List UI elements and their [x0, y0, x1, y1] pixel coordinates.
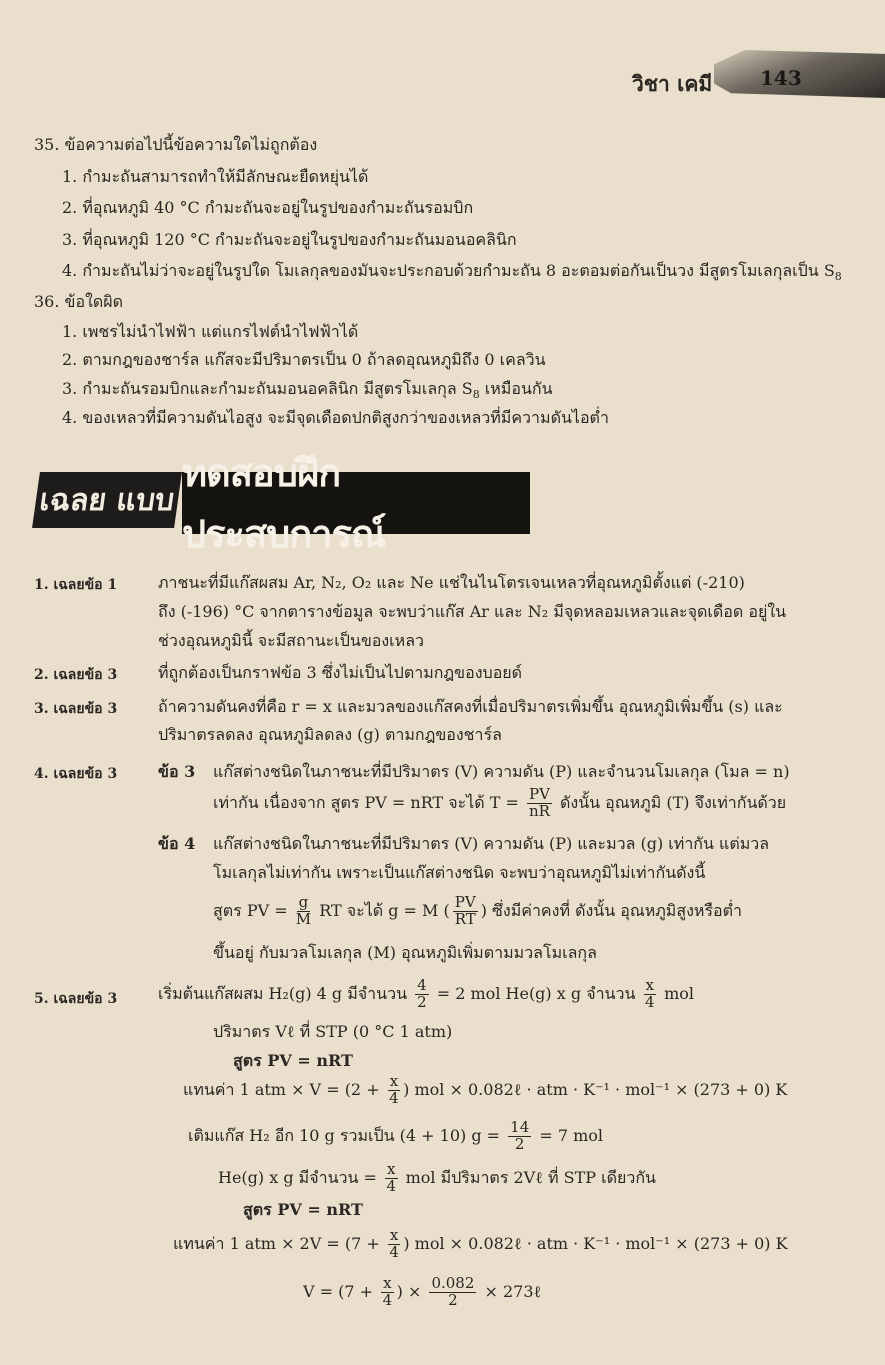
- option-36-3-tail: เหมือนกัน: [479, 379, 553, 398]
- question-stem: ข้อใดผิด: [64, 292, 124, 311]
- option-36-4: 4. ของเหลวที่มีความดันไอสูง จะมีจุดเดือดปกติสูงกว่าของเหลวที่มีความดันไอต่ำ: [62, 408, 609, 427]
- answer-5-formula-2: สูตร PV = nRT: [243, 1200, 363, 1219]
- answer-label-4: 4. เฉลยข้อ 3: [34, 766, 118, 782]
- answer-4-choice-4-line-2: โมเลกุลไม่เท่ากัน เพราะเป็นแก๊สต่างชนิด จะพบว่าอุณหภูมิไม่เท่ากันดังนี้: [213, 863, 706, 882]
- page-number: 143: [760, 66, 802, 90]
- subscript: 8: [472, 388, 480, 401]
- option-35-4: [62, 259, 842, 284]
- answer-5-line-9: V = (7 + $\frac{x}{4}$ ) × $\frac{0.082}{2}$ × 273ℓ: [303, 1274, 542, 1309]
- answer-label-2: 2. เฉลยข้อ 3: [34, 667, 118, 683]
- answer-4-choice-4-line-4: ขึ้นอยู่ กับมวลโมเลกุล (M) อุณหภูมิเพิ่มตามมวลโมเลกุล: [213, 943, 597, 962]
- answer-1-line-2: ถึง (-196) °C จากตารางข้อมูล จะพบว่าแก๊ส Ar และ N₂ มีจุดหลอมเหลวและจุดเดือด อยู่ใน: [158, 602, 787, 621]
- option-36-2: 2. ตามกฎของชาร์ล แก๊สจะมีปริมาตรเป็น 0 ถ้าลดอุณหภูมิถึง 0 เคลวิน: [62, 350, 546, 369]
- answer-4-choice-3: ข้อ 3: [158, 762, 196, 781]
- answer-5-line-4: แทนค่า 1 atm × V = (2 + $\frac{x}{4}$ ) mol × 0.082ℓ · atm · K⁻¹ · mol⁻¹ × (273 + 0) K: [183, 1072, 788, 1107]
- option-36-3-text: 3. กำมะถันรอมบิกและกำมะถันมอนอคลินิก มีสูตรโมเลกุล S: [62, 379, 473, 398]
- option-35-1: 1. กำมะถันสามารถทำให้มีลักษณะยืดหยุ่นได้: [62, 167, 369, 186]
- answer-5-line-6: He(g) x g มีจำนวน = $\frac{x}{4}$ mol มีปริมาตร 2Vℓ ที่ STP เดียวกัน: [218, 1160, 656, 1195]
- question-36: [34, 290, 123, 315]
- answer-5-line-1: เริ่มต้นแก๊สผสม H₂(g) 4 g มีจำนวน $\frac{4}{2}$ = 2 mol He(g) x g จำนวน $\frac{x}{4}$ mol: [158, 976, 694, 1011]
- option-35-3: 3. ที่อุณหภูมิ 120 °C กำมะถันจะอยู่ในรูปของกำมะถันมอนอคลินิก: [62, 230, 517, 249]
- answer-5-line-5: เติมแก๊ส H₂ อีก 10 g รวมเป็น (4 + 10) g = $\frac{14}{2}$ = 7 mol: [188, 1118, 604, 1153]
- answer-3-line-1: ถ้าความดันคงที่คือ r = x และมวลของแก๊สคงที่เมื่อปริมาตรเพิ่มขึ้น อุณหภูมิเพิ่มขึ้น (s) และ: [158, 697, 783, 716]
- option-35-4-text: 4. กำมะถันไม่ว่าจะอยู่ในรูปใด โมเลกุลของมันจะประกอบด้วยกำมะถัน 8 อะตอมต่อกันเป็นวง มีสูตรโมเลกุลเป็น S: [62, 261, 835, 280]
- answer-5-line-2: ปริมาตร Vℓ ที่ STP (0 °C 1 atm): [213, 1022, 453, 1041]
- answer-key-banner-right: ทดสอบฝึกประสบการณ์: [182, 472, 530, 534]
- question-number: 36.: [34, 292, 60, 311]
- answer-4-choice-4: ข้อ 4: [158, 834, 196, 853]
- answer-1-line-3: ช่วงอุณหภูมินี้ จะมีสถานะเป็นของเหลว: [158, 631, 424, 650]
- answer-4-choice-3-line-2: เท่ากัน เนื่องจาก สูตร PV = nRT จะได้ T = $\frac{PV}{nR}$ ดังนั้น อุณหภูมิ (T) จึงเท่ากันด้วย: [213, 785, 787, 820]
- answer-label-1: 1. เฉลยข้อ 1: [34, 577, 118, 593]
- answer-label-5: 5. เฉลยข้อ 3: [34, 991, 118, 1007]
- subscript: 8: [834, 270, 842, 283]
- answer-key-banner-left: เฉลย แบบ: [32, 472, 182, 528]
- answer-4-choice-4-line-1: แก๊สต่างชนิดในภาชนะที่มีปริมาตร (V) ความดัน (P) และมวล (g) เท่ากัน แต่มวล: [213, 834, 770, 853]
- question-number: 35.: [34, 135, 60, 154]
- option-36-3: [62, 377, 553, 402]
- answer-4-choice-4-line-3: สูตร PV = $\frac{g}{M}$ RT จะได้ g = M ( $\frac{PV}{RT}$ ) ซึ่งมีค่าคงที่ ดังนั้น อุณหภูมิสูงหรือต่ำ: [213, 893, 743, 928]
- header-subject: วิชา เคมี: [632, 71, 713, 96]
- answer-2-line-1: ที่ถูกต้องเป็นกราฟข้อ 3 ซึ่งไม่เป็นไปตามกฎของบอยด์: [158, 663, 523, 682]
- question-stem: ข้อความต่อไปนี้ข้อความใดไม่ถูกต้อง: [64, 135, 318, 154]
- option-36-1: 1. เพชรไม่นำไฟฟ้า แต่แกรไฟต์นำไฟฟ้าได้: [62, 322, 359, 341]
- answer-5-line-8: แทนค่า 1 atm × 2V = (7 + $\frac{x}{4}$ ) mol × 0.082ℓ · atm · K⁻¹ · mol⁻¹ × (273 + 0) K: [173, 1226, 788, 1261]
- answer-1-line-1: ภาชนะที่มีแก๊สผสม Ar, N₂, O₂ และ Ne แช่ในไนโตรเจนเหลวที่อุณหภูมิตั้งแต่ (-210): [158, 573, 745, 592]
- fraction-pv-rt: $\frac{PV}{RT}$: [454, 893, 476, 928]
- answer-5-formula-1: สูตร PV = nRT: [233, 1051, 353, 1070]
- answer-4-choice-3-line-1: แก๊สต่างชนิดในภาชนะที่มีปริมาตร (V) ความดัน (P) และจำนวนโมเลกุล (โมล = n): [213, 762, 790, 781]
- fraction-pv-nr: $\frac{PV}{nR}$: [528, 785, 550, 820]
- answer-3-line-2: ปริมาตรลดลง อุณหภูมิลดลง (g) ตามกฎของชาร์ล: [158, 725, 502, 744]
- option-35-2: 2. ที่อุณหภูมิ 40 °C กำมะถันจะอยู่ในรูปของกำมะถันรอมบิก: [62, 198, 474, 217]
- answer-label-3: 3. เฉลยข้อ 3: [34, 701, 118, 717]
- question-35: [34, 133, 317, 158]
- fraction-g-m: $\frac{g}{M}$: [295, 893, 312, 928]
